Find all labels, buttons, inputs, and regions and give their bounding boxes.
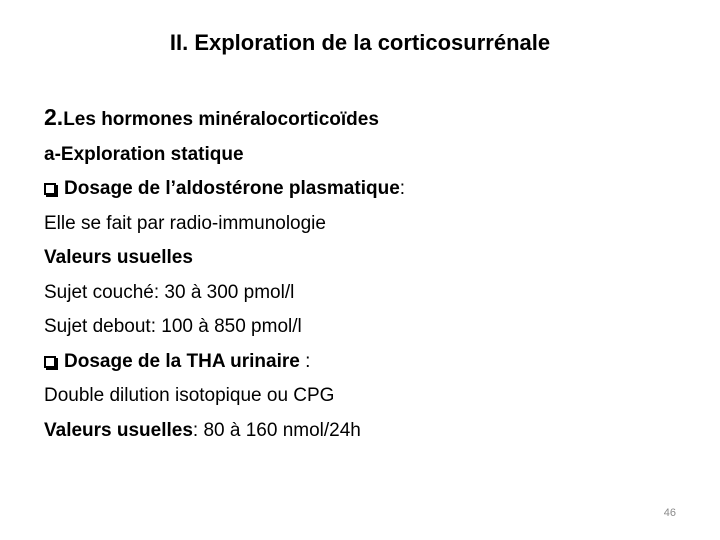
checkbox-bullet-icon (44, 183, 56, 195)
bullet-aldosterone-suffix: : (399, 178, 406, 199)
subsection-heading: a-Exploration statique (44, 143, 244, 165)
section-heading (44, 100, 684, 138)
slide-title: II. Exploration de la corticosurrénale (169, 30, 551, 55)
value-lying: Sujet couché: 30 à 300 pmol/l (44, 281, 295, 303)
value-standing: Sujet debout: 100 à 850 pmol/l (44, 316, 302, 337)
values-heading: Valeurs usuelles (44, 247, 193, 268)
page-number: 46 (663, 507, 676, 519)
checkbox-bullet-icon (44, 356, 56, 368)
values-tha-value: : 80 à 160 nmol/24h (192, 419, 361, 441)
values-tha (44, 414, 684, 449)
bullet-tha-label: Dosage de la THA urinaire (64, 350, 300, 372)
bullet-aldosterone-label: Dosage de l’aldostérone plasmatique (64, 178, 400, 199)
bullet-tha-suffix: : (299, 350, 311, 372)
values-tha-label: Valeurs usuelles (44, 419, 193, 441)
method-radioimmunology: Elle se fait par radio-immunologie (44, 212, 326, 234)
section-label: Les hormones minéralocorticoïdes (63, 109, 379, 130)
bullet-tha (44, 345, 684, 380)
slide-content (44, 100, 684, 448)
section-number: 2. (44, 104, 64, 130)
bullet-aldosterone (44, 172, 684, 207)
method-isotopic: Double dilution isotopique ou CPG (44, 385, 335, 406)
